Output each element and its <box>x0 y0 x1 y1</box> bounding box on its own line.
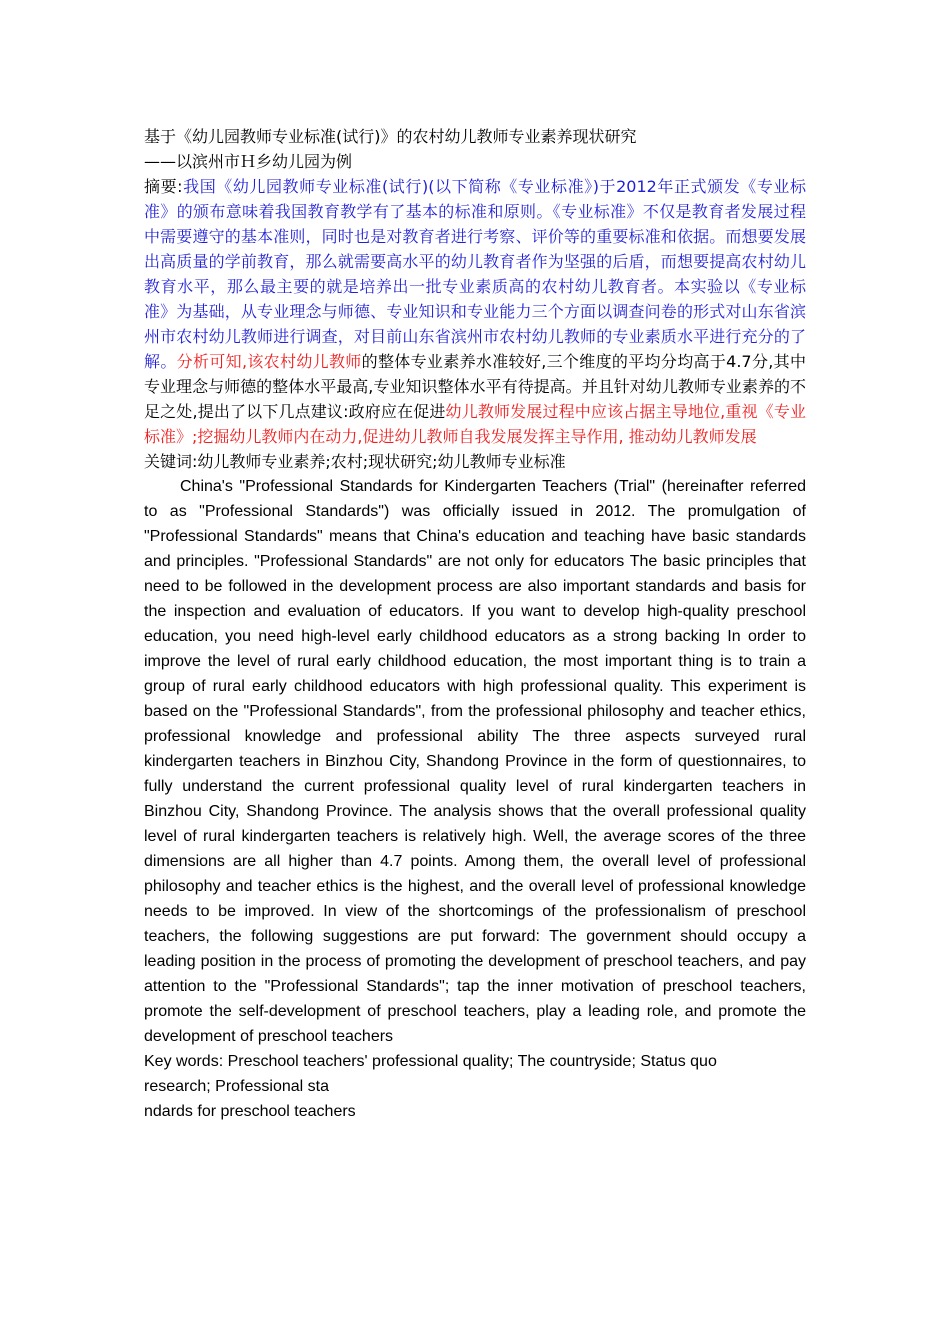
english-abstract: China's "Professional Standards for Kindergarten Teachers (Trial" (hereinafter referred to as "Professional Standards") was officially issued in 2012. The promulgation of "Professional Standards" means that China's education and teaching have basic standards and principles. "Professional Standards" are not only for educators The basic principles that need to be followed in the development process are also important standards and basis for the inspection and evaluation of educators. If you want to develop high-quality preschool education, you need high-level early childhood educators as a strong backing In order to improve the level of rural early childhood education, the most important thing is to train a group of rural early childhood educators with high professional quality. This experiment is based on the "Professional Standards", from the professional philosophy and teacher ethics, professional knowledge and professional ability The three aspects surveyed rural kindergarten teachers in Binzhou City, Shandong Province in the form of questionnaires, to fully understand the current professional quality level of rural kindergarten teachers in Binzhou City, Shandong Province. The analysis shows that the overall professional quality level of rural kindergarten teachers is relatively high. Well, the average scores of the three dimensions are all higher than 4.7 points. Among them, the overall level of professional philosophy and teacher ethics is the highest, and the overall level of professional knowledge needs to be improved. In view of the shortcomings of the professionalism of preschool teachers, the following suggestions are put forward: The government should occupy a leading position in the process of promoting the development of preschool teachers, and pay attention to the "Professional Standards"; tap the inner motivation of preschool teachers, promote the self-development of preschool teachers, play a leading role, and promote the development of preschool teachers <box>144 478 806 1045</box>
paper-subtitle: ——以滨州市Ｈ乡幼儿园为例 <box>144 152 353 171</box>
abstract-label: 摘要: <box>144 177 183 196</box>
chinese-keywords: 关键词:幼儿教师专业素养;农村;现状研究;幼儿教师专业标准 <box>144 452 566 471</box>
abstract-red-text-1: 分析可知,该农村幼儿教师 <box>176 352 362 371</box>
english-keywords-line-2: research; Professional sta <box>144 1078 329 1095</box>
abstract-black-text: 的整体专业素养水准较好,三个维度的平均分均高于4.7分,其中专业理念与师德的整体水平最高,专业知识整体水平有待提高。并且针对幼儿教师专业素养的不足之处,提出了以下几点建议:政府应在促进 <box>144 352 806 421</box>
document-page <box>144 124 806 1124</box>
paper-title: 基于《幼儿园教师专业标准(试行)》的农村幼儿教师专业素养现状研究 <box>144 127 637 146</box>
abstract-blue-text: 我国《幼儿园教师专业标准(试行)(以下简称《专业标准》)于2012年正式颁发《专业标准》的颁布意味着我国教育教学有了基本的标准和原则。《专业标准》不仅是教育者发展过程中需要遵守的基本准则，同时也是对教育者进行考察、评价等的重要标准和依据。而想要发展出高质量的学前教育，那么就需要高水平的幼儿教育者作为坚强的后盾，而想要提高农村幼儿教育水平，那么最主要的就是培养出一批专业素质高的农村幼儿教育者。本实验以《专业标准》为基础，从专业理念与师德、专业知识和专业能力三个方面以调查问卷的形式对山东省滨州市农村幼儿教师进行调查，对目前山东省滨州市农村幼儿教师的专业素质水平进行充分的了解。 <box>144 177 806 371</box>
chinese-abstract <box>144 174 806 449</box>
english-keywords-line-3: ndards for preschool teachers <box>144 1103 356 1120</box>
abstract-red-text-2: 幼儿教师发展过程中应该占据主导地位,重视《专业标准》;挖掘幼儿教师内在动力,促进幼儿教师自我发展发挥主导作用, 推动幼儿教师发展 <box>144 402 806 446</box>
english-keywords-line-1: Key words: Preschool teachers' professional quality; The countryside; Status quo <box>144 1053 717 1070</box>
